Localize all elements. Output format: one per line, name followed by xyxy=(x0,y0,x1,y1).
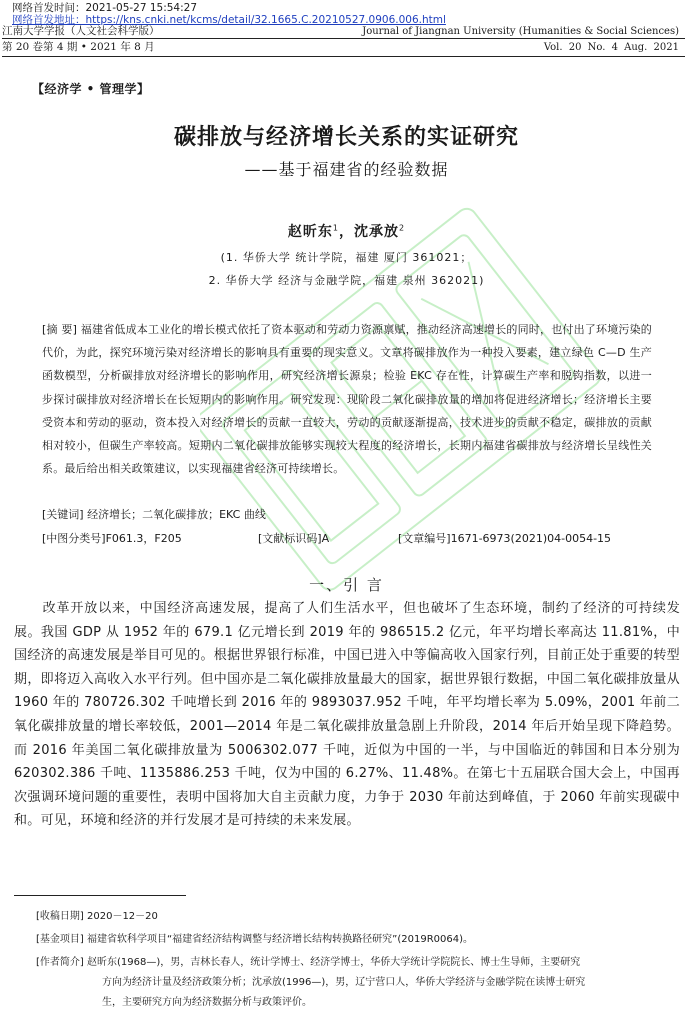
clc-label: [中图分类号] xyxy=(42,532,106,545)
author-1: 赵昕东 xyxy=(287,224,333,240)
keywords-text: 经济增长；二氧化碳排放；EKC 曲线 xyxy=(87,508,266,521)
received-value: 2020－12－20 xyxy=(87,911,158,922)
document-code-value: A xyxy=(321,532,330,545)
footnote-fund xyxy=(36,930,680,950)
affiliation-1: (1. 华侨大学 统计学院，福建 厦门 361021； xyxy=(220,251,473,264)
footnote-author-bio xyxy=(36,953,680,1013)
article-number-value: 1671-6973(2021)04-0054-15 xyxy=(450,532,612,545)
document-code-label: [文献标识码] xyxy=(258,532,322,545)
author-bio-text-1: 赵昕东(1968—)，男，吉林长春人，统计学博士、经济学博士，华侨大学统计学院院长、博士生导师，主要研究 xyxy=(87,957,581,968)
journal-name-cn: 江南大学学报（人文社会科学版） xyxy=(2,25,160,37)
section-tag: 【经济学 • 管理学】 xyxy=(32,82,150,96)
body-paragraph: 改革开放以来，中国经济高速发展，提高了人们生活水平，但也破坏了生态环境，制约了经济的可持续发展。我国 GDP 从 1952 年的 679.1 亿元增长到 2019 年的 986515.2 亿元，年平均增长率高达 11.81%，中国经济的高速发展是举目可见的。根据世界银行标准，中国已进入中等偏高收入国家行列，目前正处于重要的转型期，即将迈入高收入水平行列。但中国亦是二氧化碳排放量最大的国家，据世界银行数据，中国二氧化碳排放量从 1960 年的 780726.302 千吨增长到 2016 年的 9893037.952 千吨，年平均增长率为 5.09%，2001 年前二氧化碳排放量的增长率较低，2001—2014 年是二氧化碳排放量急剧上升阶段，2014 年后开始呈现下降趋势。而 2016 年美国二氧化碳排放量为 5006302.077 千吨，近似为中国的一半，与中国临近的韩国和日本分别为 620302.386 千吨、1135886.253 千吨，仅为中国的 6.27%、11.48%。在第七十五届联合国大会上，中国再次强调环境问题的重要性，表明中国将加大自主贡献力度，力争于 2030 年前达到峰值，于 2060 年前实现碳中和。可见，环境和经济的并行发展才是可持续的未来发展。 xyxy=(14,601,680,829)
journal-name-en: Journal of Jiangnan University (Humanities & Social Sciences) xyxy=(362,26,679,37)
footnote-received xyxy=(36,907,680,927)
article-number-label: [文章编号] xyxy=(398,532,451,545)
body-text xyxy=(14,597,680,833)
author-bio-line-3: 生，主要研究方向为经济数据分析与政策评价。 xyxy=(102,997,312,1008)
document-code xyxy=(258,530,329,546)
article-number xyxy=(398,530,611,546)
author-2: 沈承放 xyxy=(354,224,399,240)
clc-number xyxy=(42,530,182,546)
fund-value: 福建省软科学项目“福建省经济结构调整与经济增长结构转换路径研究”(2019R0064)。 xyxy=(87,934,474,945)
affiliation-2: 2. 华侨大学 经济与金融学院，福建 泉州 362021) xyxy=(208,274,485,287)
article-subtitle: ——基于福建省的经验数据 xyxy=(244,160,449,179)
author-separator: ， xyxy=(339,224,354,240)
keywords xyxy=(42,506,266,522)
author-bio-line-2: 方向为经济计量及经济政策分析；沈承放(1996—)，男，辽宁营口人，华侨大学经济与金融学院在读博士研究 xyxy=(102,977,586,988)
footnote-rule xyxy=(14,895,186,896)
header-rule-top xyxy=(2,38,685,39)
author-line xyxy=(0,221,693,241)
online-publish-time: 网络首发时间：2021-05-27 15:54:27 xyxy=(12,2,198,14)
section-heading-introduction: 一、引 言 xyxy=(309,576,384,594)
abstract xyxy=(42,318,652,480)
author-1-affil-mark: 1 xyxy=(332,223,339,233)
header-rule-bottom xyxy=(2,56,685,57)
keywords-label: [关键词] xyxy=(42,508,84,521)
author-2-affil-mark: 2 xyxy=(399,223,406,233)
received-label: [收稿日期] xyxy=(36,911,84,922)
journal-issue-cn: 第 20 卷第 4 期 • 2021 年 8 月 xyxy=(2,41,155,53)
clc-value: F061.3，F205 xyxy=(105,532,182,545)
article-title: 碳排放与经济增长关系的实证研究 xyxy=(173,125,519,150)
author-bio-line-1 xyxy=(36,953,680,973)
journal-issue-en: Vol. 20 No. 4 Aug. 2021 xyxy=(543,42,679,53)
abstract-label: [摘 要] xyxy=(42,323,78,336)
online-publish-link[interactable]: 网络首发地址：https://kns.cnki.net/kcms/detail/32.1665.C.20210527.0906.006.html xyxy=(12,14,446,26)
author-bio-label: [作者简介] xyxy=(36,957,84,968)
abstract-text: 福建省低成本工业化的增长模式依托了资本驱动和劳动力资源禀赋，推动经济高速增长的同时，也付出了环境污染的代价，为此，探究环境污染对经济增长的影响具有重要的现实意义。文章将碳排放作为一种投入要素，建立绿色 C—D 生产函数模型，分析碳排放对经济增长的影响作用，研究经济增长源泉；检验 EKC 存在性，计算碳生产率和脱钩指数，以进一步探讨碳排放对经济增长在长短期内的影响作用。研究发现：现阶段二氧化碳排放量的增加将促进经济增长；经济增长主要受资本和劳动的驱动，资本投入对经济增长的贡献一直较大，劳动的贡献逐渐提高，技术进步的贡献不稳定，碳排放的贡献相对较小，但碳生产率较高。短期内二氧化碳排放能够实现较大程度的经济增长，长期内福建省碳排放与经济增长呈线性关系。最后给出相关政策建议，以实现福建省经济可持续增长。 xyxy=(42,323,652,476)
fund-label: [基金项目] xyxy=(36,934,84,945)
